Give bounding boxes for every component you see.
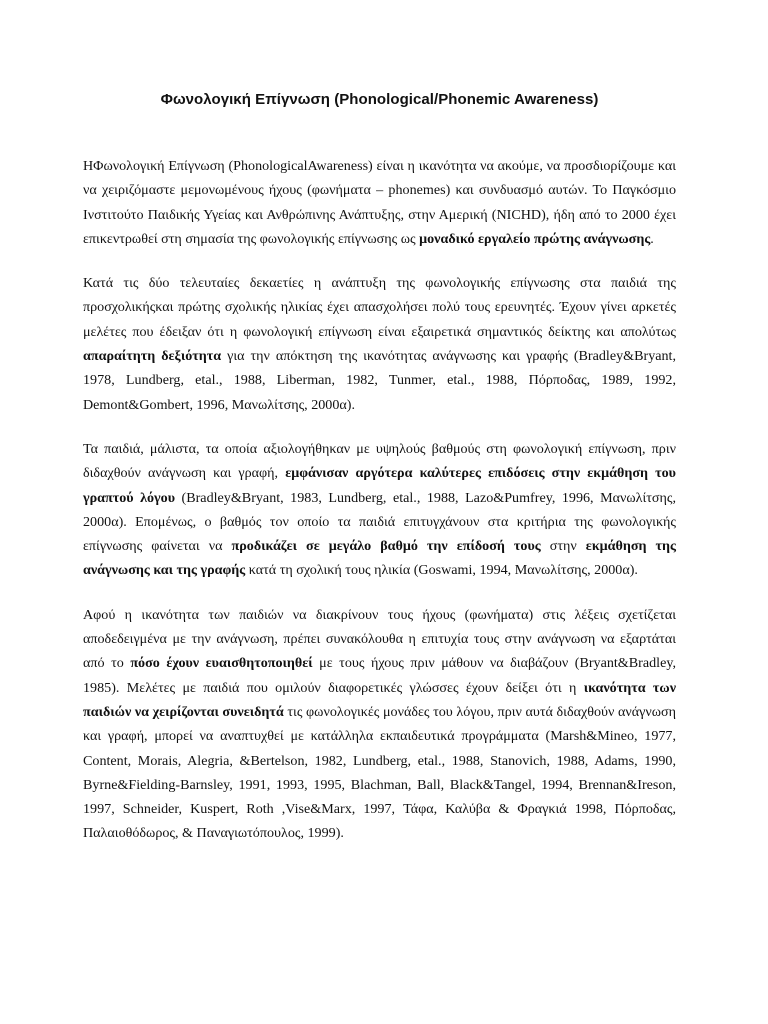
document-title: Φωνολογική Επίγνωση (Phonological/Phonemic Awareness) xyxy=(160,91,599,108)
bold-phrase: μοναδικό εργαλείο πρώτης ανάγνωσης xyxy=(419,230,651,247)
paragraph-text: . xyxy=(650,230,654,247)
paragraph-text: ΗΦωνολογική Επίγνωση (PhonologicalAwareness) είναι η ικανότητα να ακούμε, να προσδιορίζουμε και να χειριζόμαστε μεμονωμένους ήχους (φωνήματα – phonemes) και συνδυασμό αυτών. Το Παγκόσμιο Ινστιτούτο Παιδικής Υγείας και Ανθρώπινης Ανάπτυξης, στην Αμερική (NICHD), ήδη από το 2000 έχει επικεντρωθεί στη σημασία της φωνολογικής επίγνωσης ως xyxy=(83,158,676,247)
paragraph-text: Αφού η ικανότητα των παιδιών να διακρίνουν τους ήχους (φωνήματα) στις λέξεις σχετίζεται αποδεδειγμένα με την ανάγνωση, πρέπει συνακόλουθα η επιτυχία τους στην ανάγνωση να εξαρτάται από το xyxy=(83,606,676,672)
bold-phrase: απαραίτητη δεξιότητα xyxy=(83,348,222,365)
paragraph-text: (Bradley&Bryant, 1983, Lundberg, etal., 1988, Lazo&Pumfrey, 1996, Μανωλίτσης, 2000α). Επομένως, ο βαθμός τον οποίο τα παιδιά επιτυγχάνουν στα κριτήρια της φωνολογικής επίγνωσης φαίνεται να xyxy=(83,489,676,555)
bold-phrase: εκμάθηση της ανάγνωσης και της γραφής xyxy=(83,538,676,579)
bold-phrase: πόσο έχουν ευαισθητοποιηθεί xyxy=(130,655,313,672)
bold-phrase: εμφάνισαν αργότερα καλύτερες επιδόσεις στην εκμάθηση του γραπτού λόγου xyxy=(83,465,676,506)
paragraph-2 xyxy=(83,271,676,417)
paragraph-text: με τους ήχους πριν μάθουν να διαβάζουν (Bryant&Bradley, 1985). Μελέτες με παιδιά που ομιλούν διαφορετικές γλώσσες έχουν δείξει ότι η xyxy=(83,655,676,696)
paragraph-1 xyxy=(83,154,676,251)
paragraph-text: στην xyxy=(540,538,586,555)
paragraph-text: τις φωνολογικές μονάδες του λόγου, πριν αυτά διδαχθούν ανάγνωση και γραφή, μπορεί να αναπτυχθεί με κατάλληλα εκπαιδευτικά προγράμματα (Marsh&Mineo, 1977, Content, Morais, Alegria, &Bertelson, 1982, Lundberg, etal., 1988, Stanovich, 1988, Adams, 1990, Byrne&Fielding-Barnsley, 1991, 1993, 1995, Blachman, Ball, Black&Tangel, 1994, Brennan&Ireson, 1997, Schneider, Kuspert, Roth ,Vise&Marx, 1997, Τάφα, Καλύβα & Φραγκιά 1998, Πόρποδας, Παλαιοθόδωρος, & Παναγιωτόπουλος, 1999). xyxy=(83,703,676,842)
paragraph-4 xyxy=(83,603,676,846)
paragraph-text: Τα παιδιά, μάλιστα, τα οποία αξιολογήθηκαν με υψηλούς βαθμούς στη φωνολογική επίγνωση, πριν διδαχθούν ανάγνωση και γραφή, xyxy=(83,440,676,482)
paragraph-3 xyxy=(83,437,676,583)
paragraph-text: κατά τη σχολική τους ηλικία (Goswami, 1994, Μανωλίτσης, 2000α). xyxy=(245,562,638,579)
bold-phrase: ικανότητα των παιδιών να χειρίζονται συνειδητά xyxy=(83,679,676,720)
paragraph-text: για την απόκτηση της ικανότητας ανάγνωσης και γραφής (Bradley&Bryant, 1978, Lundberg, etal., 1988, Liberman, 1982, Tunmer, etal., 1988, Πόρποδας, 1989, 1992, Demont&Gombert, 1996, Μανωλίτσης, 2000α). xyxy=(83,348,676,413)
bold-phrase: προδικάζει σε μεγάλο βαθμό την επίδοσή τους xyxy=(231,538,541,555)
paragraph-text: Κατά τις δύο τελευταίες δεκαετίες η ανάπτυξη της φωνολογικής επίγνωσης στα παιδιά της προσχολικήςκαι πρώτης σχολικής ηλικίας έχει απασχολήσει πολύ τους ερευνητές. Έχουν γίνει αρκετές μελέτες που έδειξαν ότι η φωνολογική επίγνωση είναι εξαιρετικά σημαντικός δείκτης και απολύτως xyxy=(83,275,676,340)
